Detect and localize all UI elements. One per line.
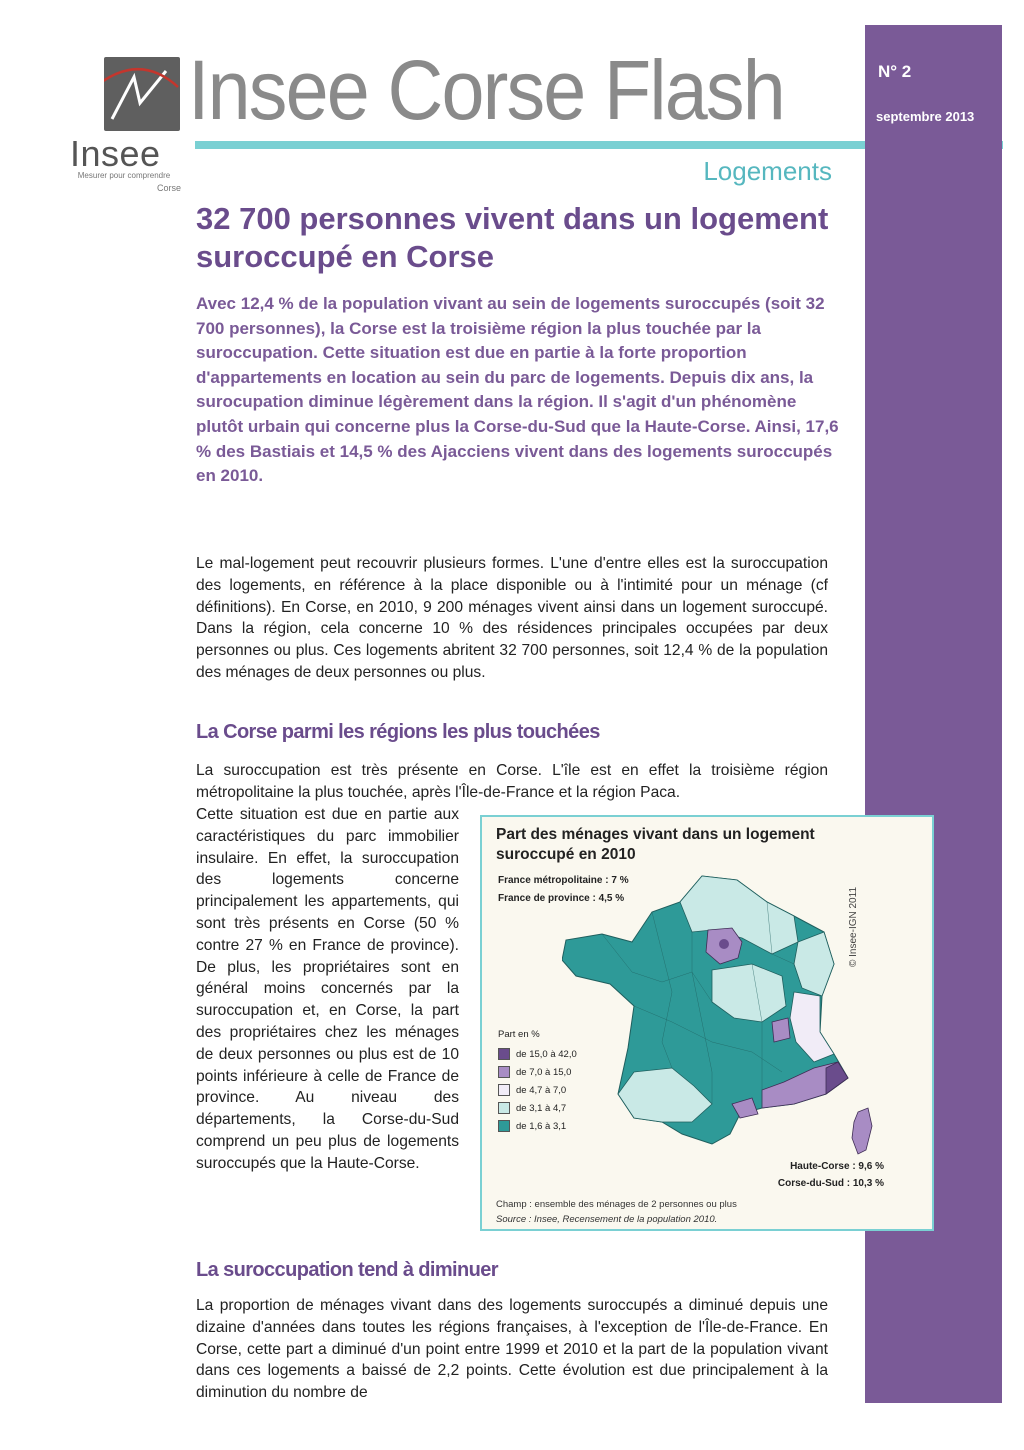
paragraph: La suroccupation est très présente en Corse. L'île est en effet la troisième région métropolitaine la plus touchée, après l'Île-de-France et la région Paca.	[196, 762, 828, 801]
figure-scope-note: Champ : ensemble des ménages de 2 personnes ou plus	[496, 1199, 737, 1210]
legend-label: de 1,6 à 3,1	[516, 1120, 567, 1132]
map-legend	[498, 1029, 577, 1135]
masthead-title: Insee Corse Flash	[188, 43, 784, 137]
article-title: 32 700 personnes vivent dans un logement suroccupé en Corse	[196, 201, 829, 274]
map-figure	[480, 815, 934, 1231]
insee-logo-mark-icon	[104, 57, 180, 131]
zone-rhone	[772, 1018, 790, 1042]
issue-number: N° 2	[878, 62, 912, 81]
figure-source: Source : Insee, Recensement de la population 2010.	[496, 1214, 718, 1225]
legend-item	[498, 1081, 577, 1099]
legend-title: Part en %	[498, 1029, 540, 1040]
legend-item	[498, 1099, 577, 1117]
legend-item	[498, 1045, 577, 1063]
insee-logo	[70, 55, 185, 195]
logo-tagline: Mesurer pour comprendre	[77, 171, 171, 180]
legend-label: de 15,0 à 42,0	[516, 1048, 577, 1060]
logo-word: Insee	[70, 133, 161, 174]
legend-swatch-icon	[498, 1084, 510, 1096]
legend-label: de 7,0 à 15,0	[516, 1066, 572, 1078]
legend-swatch-icon	[498, 1048, 510, 1060]
paragraph-beside-map: Cette situation est due en partie aux caractéristiques du parc immobilier insulaire. En effet, la suroccupation des logements concerne principalement les appartements, qui sont très présents en Corse (50 % contre 27 % en France de province). De plus, les propriétaires sont en général moins concernés par la suroccupation et, en Corse, la part des propriétaires chez les ménages de deux personnes ou plus est de 10 points inférieure à celle de France de province. Au niveau des départements, la Corse-du-Sud comprend un peu plus de logements suroccupés que la Haute-Corse.	[196, 806, 459, 1172]
logo-region: Corse	[156, 183, 181, 193]
legend-label: de 4,7 à 7,0	[516, 1084, 567, 1096]
article-lead: Avec 12,4 % de la population vivant au sein de logements suroccupés (soit 32 700 personnes), la Corse est la troisième région la plus touchée par la suroccupation. Cette situation est due en partie à la forte proportion d'appartements en location au sein du parc de logements. Depuis dix ans, la surocupation diminue légèrement dans la région. Il s'agit d'un phénomène plutôt urbain qui concerne plus la Corse-du-Sud que la Haute-Corse. Ainsi, 17,6 % des Bastiais et 14,5 % des Ajacciens vivent dans des logements suroccupés en 2010.	[196, 294, 839, 486]
france-province-rate: France de province : 4,5 %	[498, 893, 625, 904]
paragraph: La proportion de ménages vivant dans des logements suroccupés a diminué depuis une dizaine d'années dans toutes les régions françaises, à l'exception de l'Île-de-France. En Corse, cette part a diminué d'un point entre 1999 et 2010 et la part de la population vivant dans ces logements a baissé de 2,2 points. Cette évolution est due principalement à la diminution du nombre de	[196, 1297, 828, 1402]
legend-swatch-icon	[498, 1066, 510, 1078]
paragraph-intro: Le mal-logement peut recouvrir plusieurs formes. L'une d'entre elles est la suroccupation des logements, en référence à la place disponible ou à l'intimité pour un ménage (cf définitions). En Corse, en 2010, 9 200 ménages vivent ainsi dans un logement suroccupé. Dans la région, cela concerne 10 % des résidences principales occupées par deux personnes ou plus. Ces logements abritent 32 700 personnes, soit 12,4 % de la population des ménages de deux personnes ou plus.	[196, 555, 828, 681]
figure-title: Part des ménages vivant dans un logement suroccupé en 2010	[496, 826, 815, 863]
corse-du-sud-rate: Corse-du-Sud : 10,3 %	[777, 1178, 884, 1189]
legend-item	[498, 1117, 577, 1135]
section-heading: La Corse parmi les régions les plus touchées	[196, 721, 600, 743]
france-metro-rate: France métropolitaine : 7 %	[498, 875, 629, 886]
haute-corse-rate: Haute-Corse : 9,6 %	[790, 1161, 884, 1172]
zone-corse	[852, 1108, 872, 1154]
zone-alpes-maritimes	[826, 1062, 848, 1094]
section-label: Logements	[703, 156, 832, 186]
legend-swatch-icon	[498, 1102, 510, 1114]
issue-date: septembre 2013	[876, 109, 975, 124]
legend-item	[498, 1063, 577, 1081]
section-heading: La suroccupation tend à diminuer	[196, 1259, 498, 1281]
zone-paris	[719, 939, 729, 949]
legend-label: de 3,1 à 4,7	[516, 1102, 567, 1114]
france-departments-map	[562, 872, 882, 1172]
legend-swatch-icon	[498, 1120, 510, 1132]
map-copyright: © Insee-IGN 2011	[848, 887, 859, 967]
